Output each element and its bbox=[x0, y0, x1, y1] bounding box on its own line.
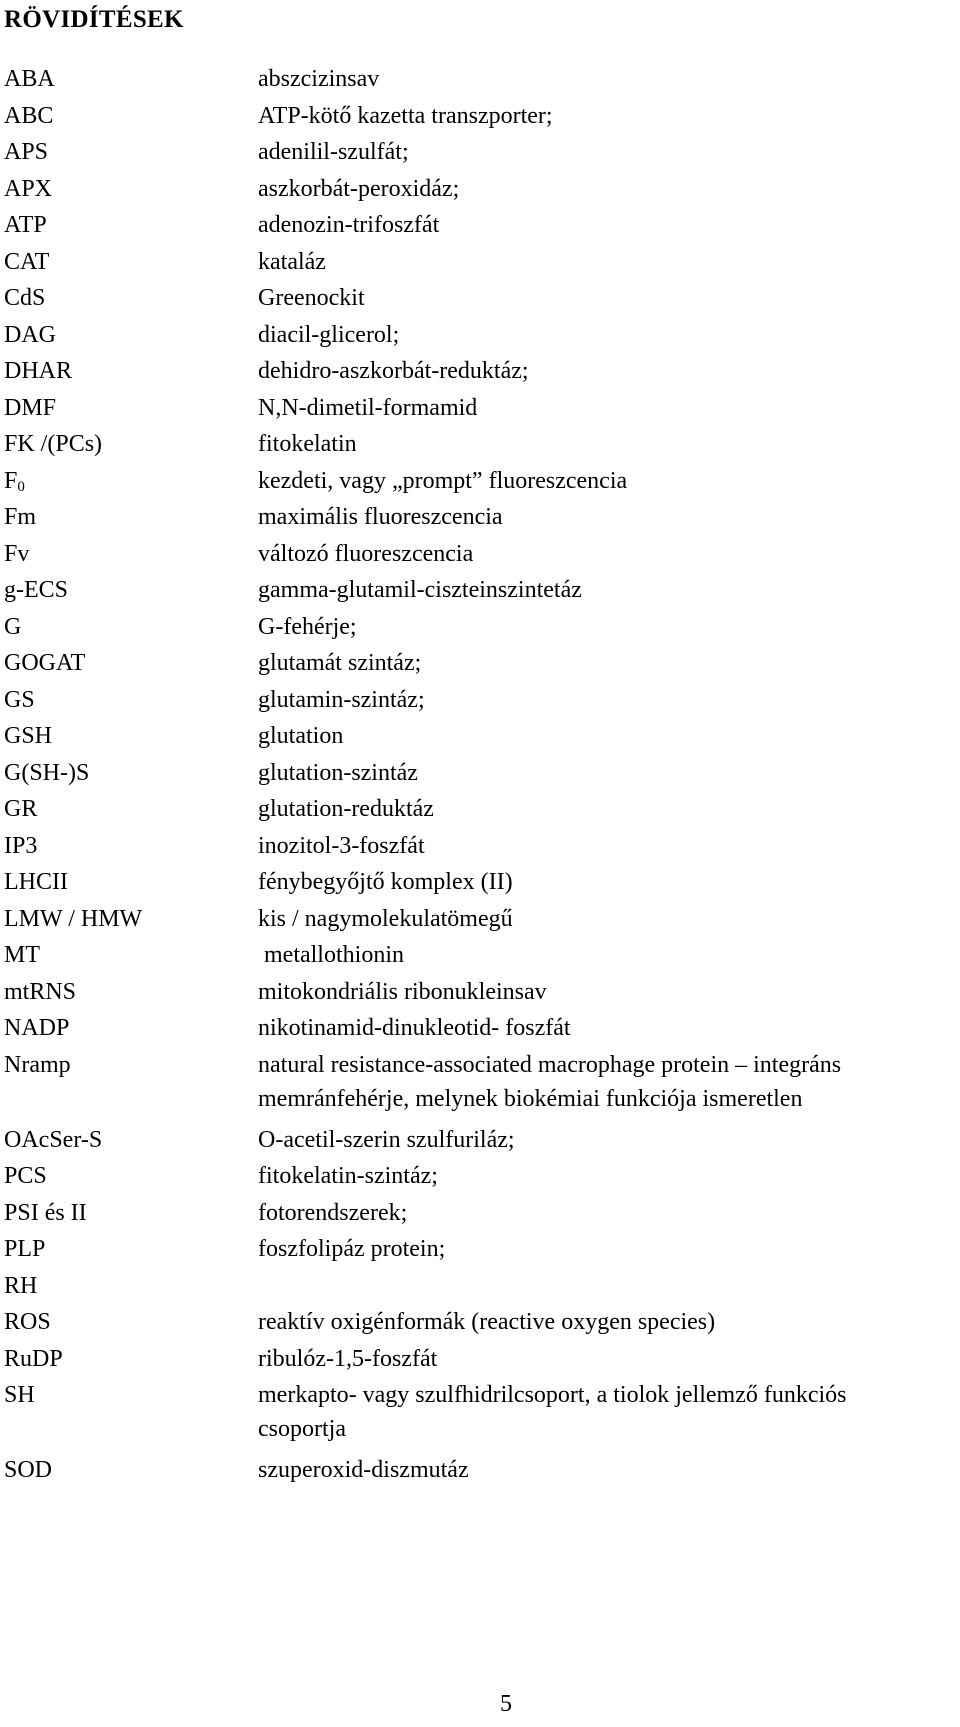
abbreviation-term-text: CdS bbox=[4, 285, 46, 311]
definition-line: glutation-szintáz bbox=[258, 759, 418, 786]
definition-line: mitokondriális ribonukleinsav bbox=[258, 978, 547, 1005]
definition-line: aszkorbát-peroxidáz; bbox=[258, 175, 460, 202]
abbreviation-term bbox=[4, 1342, 63, 1376]
definition-line: kataláz bbox=[258, 248, 326, 275]
definition-line: glutamin-szintáz; bbox=[258, 686, 425, 713]
abbreviation-term-text: RH bbox=[4, 1272, 38, 1299]
abbreviation-term bbox=[4, 683, 35, 717]
definition-line: dehidro-aszkorbát-reduktáz; bbox=[258, 358, 529, 384]
abbreviation-definition bbox=[258, 902, 958, 936]
abbreviation-term bbox=[4, 427, 102, 461]
definition-line: abszcizinsav bbox=[258, 66, 380, 92]
abbreviation-term-text: IP3 bbox=[4, 832, 38, 859]
abbreviation-term-text: CAT bbox=[4, 248, 50, 275]
abbreviation-definition bbox=[258, 172, 958, 206]
abbreviation-term bbox=[4, 938, 40, 972]
abbreviation-term bbox=[4, 829, 37, 863]
abbreviation-definition bbox=[258, 464, 958, 498]
abbreviation-definition bbox=[258, 1232, 958, 1266]
abbreviation-term bbox=[4, 1159, 47, 1193]
abbreviation-term-text: ROS bbox=[4, 1309, 51, 1335]
abbreviation-term bbox=[4, 245, 49, 279]
abbreviation-term-text: mtRNS bbox=[4, 978, 77, 1005]
page-title: RÖVIDÍTÉSEK bbox=[4, 6, 184, 33]
abbreviation-term bbox=[4, 208, 47, 242]
abbreviation-term bbox=[4, 1048, 71, 1082]
definition-line: ATP-kötő kazetta transzporter; bbox=[258, 102, 553, 129]
definition-line: glutation bbox=[258, 723, 344, 749]
abbreviation-term-text: Fv bbox=[4, 540, 30, 567]
definition-line: natural resistance-associated macrophage protein – integráns bbox=[258, 1051, 842, 1078]
definition-line: glutamát szintáz; bbox=[258, 650, 422, 676]
abbreviation-term-text: GR bbox=[4, 796, 38, 822]
abbreviation-term-text: ABC bbox=[4, 102, 54, 129]
abbreviation-definition bbox=[258, 719, 958, 753]
abbreviation-definition bbox=[258, 391, 958, 425]
abbreviation-term-text: GS bbox=[4, 686, 35, 713]
abbreviation-definition bbox=[258, 1159, 958, 1193]
definition-line: változó fluoreszcencia bbox=[258, 540, 474, 567]
abbreviation-term-text: Nramp bbox=[4, 1051, 71, 1078]
definition-line: O-acetil-szerin szulfuriláz; bbox=[258, 1126, 515, 1153]
abbreviation-term bbox=[4, 1196, 87, 1230]
abbreviation-definition bbox=[258, 1378, 958, 1446]
abbreviation-term bbox=[4, 281, 45, 315]
abbreviation-term-text: GOGAT bbox=[4, 650, 86, 676]
definition-line: szuperoxid-diszmutáz bbox=[258, 1457, 469, 1483]
definition-line: merkapto- vagy szulfhidrilcsoport, a tiolok jellemző funkciós bbox=[258, 1382, 847, 1408]
abbreviation-term bbox=[4, 792, 37, 826]
definition-line: fitokelatin-szintáz; bbox=[258, 1163, 438, 1189]
abbreviation-definition bbox=[258, 537, 958, 571]
abbreviation-term bbox=[4, 391, 56, 425]
abbreviation-term bbox=[4, 975, 76, 1009]
abbreviation-definition bbox=[258, 1123, 958, 1157]
definition-line: Greenockit bbox=[258, 285, 365, 311]
abbreviation-term bbox=[4, 719, 52, 753]
abbreviation-definition bbox=[258, 1305, 958, 1339]
abbreviation-term bbox=[4, 1011, 69, 1045]
abbreviation-term-text: PLP bbox=[4, 1236, 46, 1262]
definition-line: N,N-dimetil-formamid bbox=[258, 394, 478, 421]
abbreviation-term bbox=[4, 610, 21, 644]
page-number: 5 bbox=[500, 1691, 512, 1717]
abbreviation-definition bbox=[258, 208, 958, 242]
abbreviation-definition bbox=[258, 865, 958, 899]
abbreviation-term bbox=[4, 573, 68, 607]
abbreviation-definition bbox=[258, 1011, 958, 1045]
abbreviation-term-text: OAcSer-S bbox=[4, 1126, 103, 1153]
abbreviation-definition bbox=[258, 427, 958, 461]
definition-continuation-line: memránfehérje, melynek biokémiai funkciója ismeretlen bbox=[258, 1085, 803, 1112]
abbreviation-term-text: NADP bbox=[4, 1015, 70, 1041]
abbreviation-term-text: APS bbox=[4, 139, 49, 165]
abbreviation-definition bbox=[258, 610, 958, 644]
abbreviation-term-text: DHAR bbox=[4, 358, 73, 384]
abbreviation-term-text: G bbox=[4, 613, 22, 640]
abbreviation-definition bbox=[258, 756, 958, 790]
abbreviation-term-text: FK /(PCs) bbox=[4, 431, 103, 457]
abbreviation-definition bbox=[258, 62, 958, 96]
abbreviation-subscript: 0 bbox=[17, 478, 25, 495]
abbreviation-definition bbox=[258, 1453, 958, 1487]
abbreviation-term-text: APX bbox=[4, 175, 53, 202]
abbreviation-term-text: RuDP bbox=[4, 1345, 63, 1372]
abbreviation-definition bbox=[258, 500, 958, 534]
abbreviation-term-text: SH bbox=[4, 1382, 35, 1408]
abbreviation-term-text: DMF bbox=[4, 394, 57, 421]
abbreviation-definition bbox=[258, 938, 958, 972]
abbreviation-term bbox=[4, 500, 36, 534]
abbreviation-term bbox=[4, 756, 89, 790]
definition-line: nikotinamid-dinukleotid- foszfát bbox=[258, 1015, 571, 1041]
abbreviation-term-text: GSH bbox=[4, 723, 53, 749]
abbreviation-term bbox=[4, 172, 52, 206]
abbreviation-definition bbox=[258, 683, 958, 717]
definition-line: maximális fluoreszcencia bbox=[258, 504, 503, 530]
abbreviation-term bbox=[4, 1305, 51, 1339]
abbreviation-term-text: ATP bbox=[4, 212, 47, 238]
abbreviation-term-text: Fm bbox=[4, 504, 37, 530]
abbreviation-definition bbox=[258, 99, 958, 133]
abbreviation-term bbox=[4, 354, 72, 388]
abbreviation-term-text: LHCII bbox=[4, 869, 68, 895]
abbreviation-definition bbox=[258, 646, 958, 680]
definition-line: diacil-glicerol; bbox=[258, 321, 400, 348]
abbreviation-term bbox=[4, 646, 85, 680]
definition-line: fotorendszerek; bbox=[258, 1199, 408, 1226]
definition-line: foszfolipáz protein; bbox=[258, 1236, 446, 1262]
abbreviation-term bbox=[4, 1123, 102, 1157]
definition-line: fénybegyőjtő komplex (II) bbox=[258, 869, 513, 895]
abbreviation-term-text: PSI és II bbox=[4, 1199, 87, 1226]
definition-line: adenozin-trifoszfát bbox=[258, 212, 440, 238]
abbreviation-term bbox=[4, 62, 55, 96]
abbreviation-term bbox=[4, 1453, 52, 1487]
abbreviation-definition bbox=[258, 792, 958, 826]
abbreviation-term-text: LMW / HMW bbox=[4, 905, 143, 932]
abbreviation-term bbox=[4, 1232, 45, 1266]
definition-line: adenilil-szulfát; bbox=[258, 139, 409, 165]
abbreviation-definition bbox=[258, 354, 958, 388]
abbreviation-definition bbox=[258, 281, 958, 315]
abbreviation-term bbox=[4, 1269, 37, 1303]
abbreviation-term bbox=[4, 99, 53, 133]
abbreviation-term bbox=[4, 902, 142, 936]
abbreviation-term-text: DAG bbox=[4, 321, 56, 348]
abbreviation-definition bbox=[258, 135, 958, 169]
abbreviation-term-text: MT bbox=[4, 942, 40, 968]
definition-line: ribulóz-1,5-foszfát bbox=[258, 1345, 438, 1372]
abbreviation-term bbox=[4, 464, 25, 498]
definition-line: kezdeti, vagy „prompt” fluoreszcencia bbox=[258, 467, 628, 494]
abbreviation-definition bbox=[258, 573, 958, 607]
abbreviation-term-text: g-ECS bbox=[4, 577, 69, 603]
definition-line: reaktív oxigénformák (reactive oxygen species) bbox=[258, 1309, 716, 1335]
definition-line: kis / nagymolekulatömegű bbox=[258, 905, 513, 932]
definition-continuation-line: csoportja bbox=[258, 1416, 346, 1442]
abbreviation-definition bbox=[258, 318, 958, 352]
abbreviation-term-text: F bbox=[4, 467, 18, 494]
definition-line: gamma-glutamil-ciszteinszintetáz bbox=[258, 577, 582, 603]
abbreviation-term-text: G(SH-)S bbox=[4, 759, 90, 786]
definition-line: G-fehérje; bbox=[258, 613, 357, 640]
abbreviation-definition bbox=[258, 975, 958, 1009]
definition-line: inozitol-3-foszfát bbox=[258, 832, 425, 859]
abbreviation-term bbox=[4, 318, 56, 352]
abbreviation-definition bbox=[258, 1048, 958, 1116]
abbreviation-term bbox=[4, 865, 68, 899]
abbreviation-term-text: PCS bbox=[4, 1163, 47, 1189]
abbreviation-definition bbox=[258, 1342, 958, 1376]
abbreviation-term bbox=[4, 1378, 35, 1412]
abbreviation-definition bbox=[258, 829, 958, 863]
definition-line: metallothionin bbox=[258, 942, 404, 968]
definition-line: glutation-reduktáz bbox=[258, 796, 434, 822]
abbreviation-definition bbox=[258, 1196, 958, 1230]
abbreviation-term-text: SOD bbox=[4, 1457, 53, 1483]
abbreviation-definition bbox=[258, 245, 958, 279]
definition-line: fitokelatin bbox=[258, 431, 357, 457]
abbreviation-term bbox=[4, 135, 48, 169]
abbreviation-term-text: ABA bbox=[4, 66, 55, 92]
abbreviation-term bbox=[4, 537, 29, 571]
